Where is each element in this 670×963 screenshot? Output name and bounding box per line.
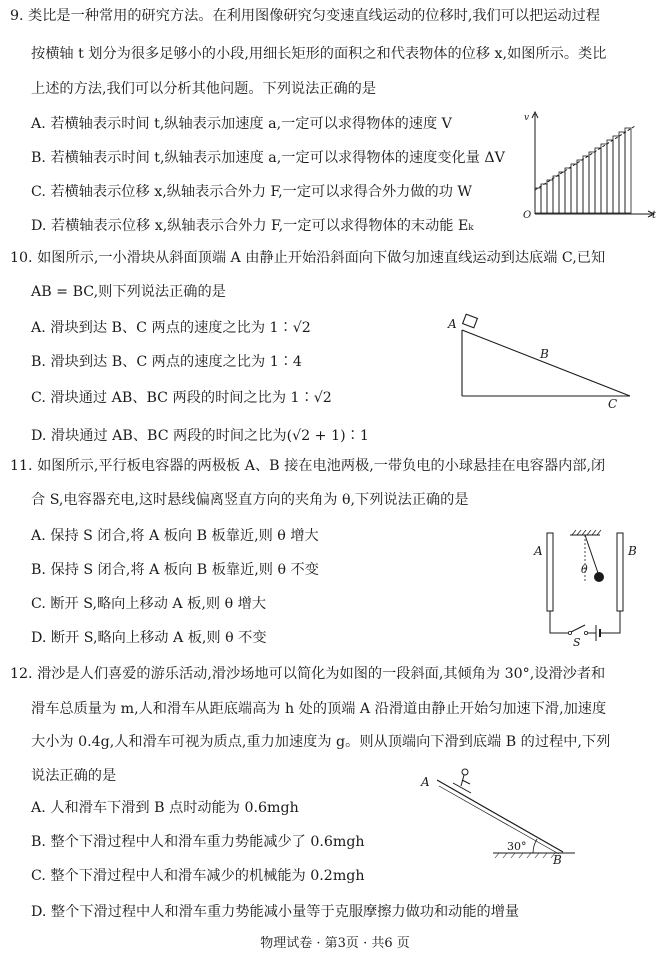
q10-stem-line-1: 10. 如图所示,一小滑块从斜面顶端 A 由静止开始沿斜面向下做匀加速直线运动到达底端 C,已知 — [10, 250, 606, 266]
q11-wire-3 — [600, 611, 620, 633]
q11-ceiling-hatch — [572, 530, 601, 535]
q11-switch-label: S — [573, 636, 581, 649]
q11-label-a: A — [534, 544, 543, 558]
q10-label-c: C — [608, 397, 618, 411]
q12-slope-line-2 — [439, 786, 559, 854]
q11-option-d: D. 断开 S,略向上移动 A 板,则 θ 不变 — [31, 630, 267, 646]
q9-vt-figure — [520, 110, 660, 220]
q9-stem-line-2: 按横轴 t 划分为很多足够小的小段,用细长矩形的面积之和代表物体的位移 x,如图所示。类比 — [31, 46, 607, 62]
q9-bars — [535, 128, 631, 213]
q12-stem-line-4: 说法正确的是 — [31, 768, 117, 784]
q10-option-b: B. 滑块到达 B、C 两点的速度之比为 1∶4 — [31, 354, 302, 370]
q12-angle-label: 30° — [507, 840, 527, 853]
q10-incline-figure — [442, 308, 642, 411]
q9-stem-line-1: 9. 类比是一种常用的研究方法。在利用图像研究匀变速直线运动的位移时,我们可以把运动过程 — [10, 8, 601, 24]
q9-option-d: D. 若横轴表示位移 x,纵轴表示合外力 F,一定可以求得物体的末动能 Eₖ — [31, 218, 474, 234]
q10-label-a: A — [448, 317, 457, 331]
q11-plate-b — [617, 533, 623, 611]
page-footer: 物理试卷 · 第3页 · 共6 页 — [260, 936, 410, 951]
q12-stem-line-1: 12. 滑沙是人们喜爱的游乐活动,滑沙场地可以简化为如图的一段斜面,其倾角为 30°,设滑沙者和 — [10, 666, 606, 682]
q11-plate-a — [547, 533, 553, 611]
q11-option-a: A. 保持 S 闭合,将 A 板向 B 板靠近,则 θ 增大 — [31, 528, 319, 544]
q12-label-a: A — [421, 775, 430, 789]
q12-ground-hatch — [495, 853, 555, 858]
q9-stem-line-3: 上述的方法,我们可以分析其他问题。下列说法正确的是 — [31, 81, 377, 97]
q11-wire — [550, 611, 568, 633]
q10-option-c: C. 滑块通过 AB、BC 两段的时间之比为 1∶√2 — [31, 390, 332, 406]
q11-capacitor-figure — [530, 525, 650, 650]
q12-option-b: B. 整个下滑过程中人和滑车重力势能减少了 0.6mgh — [31, 834, 365, 850]
q11-stem-line-2: 合 S,电容器充电,这时悬线偏离竖直方向的夹角为 θ,下列说法正确的是 — [31, 492, 469, 508]
q11-option-b: B. 保持 S 闭合,将 A 板向 B 板靠近,则 θ 不变 — [31, 562, 319, 578]
q12-slope-line — [437, 780, 563, 852]
q11-charged-ball — [594, 572, 604, 582]
q9-option-a: A. 若横轴表示时间 t,纵轴表示加速度 a,一定可以求得物体的速度 V — [31, 116, 452, 132]
q11-option-c: C. 断开 S,略向上移动 A 板,则 θ 增大 — [31, 596, 267, 612]
q11-switch-contact-2 — [584, 631, 587, 634]
q12-slope-figure — [415, 760, 590, 865]
q10-option-d: D. 滑块通过 AB、BC 两段的时间之比为(√2 + 1)∶1 — [31, 428, 369, 444]
q12-option-d: D. 整个下滑过程中人和滑车重力势能减小量等于克服摩擦力做功和动能的增量 — [31, 904, 520, 920]
q9-velocity-line — [535, 126, 635, 190]
q12-sled-rider-icon — [453, 769, 471, 793]
q12-option-a: A. 人和滑车下滑到 B 点时动能为 0.6mgh — [31, 800, 299, 816]
q10-stem-line-2: AB = BC,则下列说法正确的是 — [31, 284, 226, 300]
q9-v-axis-label: v — [524, 113, 530, 123]
q9-t-axis-label: t — [652, 210, 657, 221]
q10-label-b: B — [540, 347, 549, 361]
q11-switch-blade — [571, 625, 585, 632]
q12-option-c: C. 整个下滑过程中人和滑车减少的机械能为 0.2mgh — [31, 868, 365, 884]
q9-option-c: C. 若横轴表示位移 x,纵轴表示合外力 F,一定可以求得合外力做的功 W — [31, 184, 473, 200]
q9-origin-label: O — [523, 210, 532, 221]
q10-slider-block — [463, 314, 478, 328]
q12-label-b: B — [553, 853, 562, 867]
q10-slope — [462, 330, 630, 396]
q11-theta-label: θ — [581, 563, 588, 576]
q11-label-b: B — [628, 544, 637, 558]
q12-stem-line-3: 大小为 0.4g,人和滑车可视为质点,重力加速度为 g。则从顶端向下滑到底端 B 的过程中,下列 — [31, 734, 611, 750]
q11-stem-line-1: 11. 如图所示,平行板电容器的两极板 A、B 接在电池两极,一带负电的小球悬挂在电容器内部,闭 — [10, 458, 606, 474]
q10-option-a: A. 滑块到达 B、C 两点的速度之比为 1∶√2 — [31, 320, 311, 336]
q12-stem-line-2: 滑车总质量为 m,人和滑车从距底端高为 h 处的顶端 A 沿滑道由静止开始匀加速下滑,加速度 — [31, 701, 607, 717]
q9-option-b: B. 若横轴表示时间 t,纵轴表示加速度 a,一定可以求得物体的速度变化量 ΔV — [31, 150, 505, 166]
